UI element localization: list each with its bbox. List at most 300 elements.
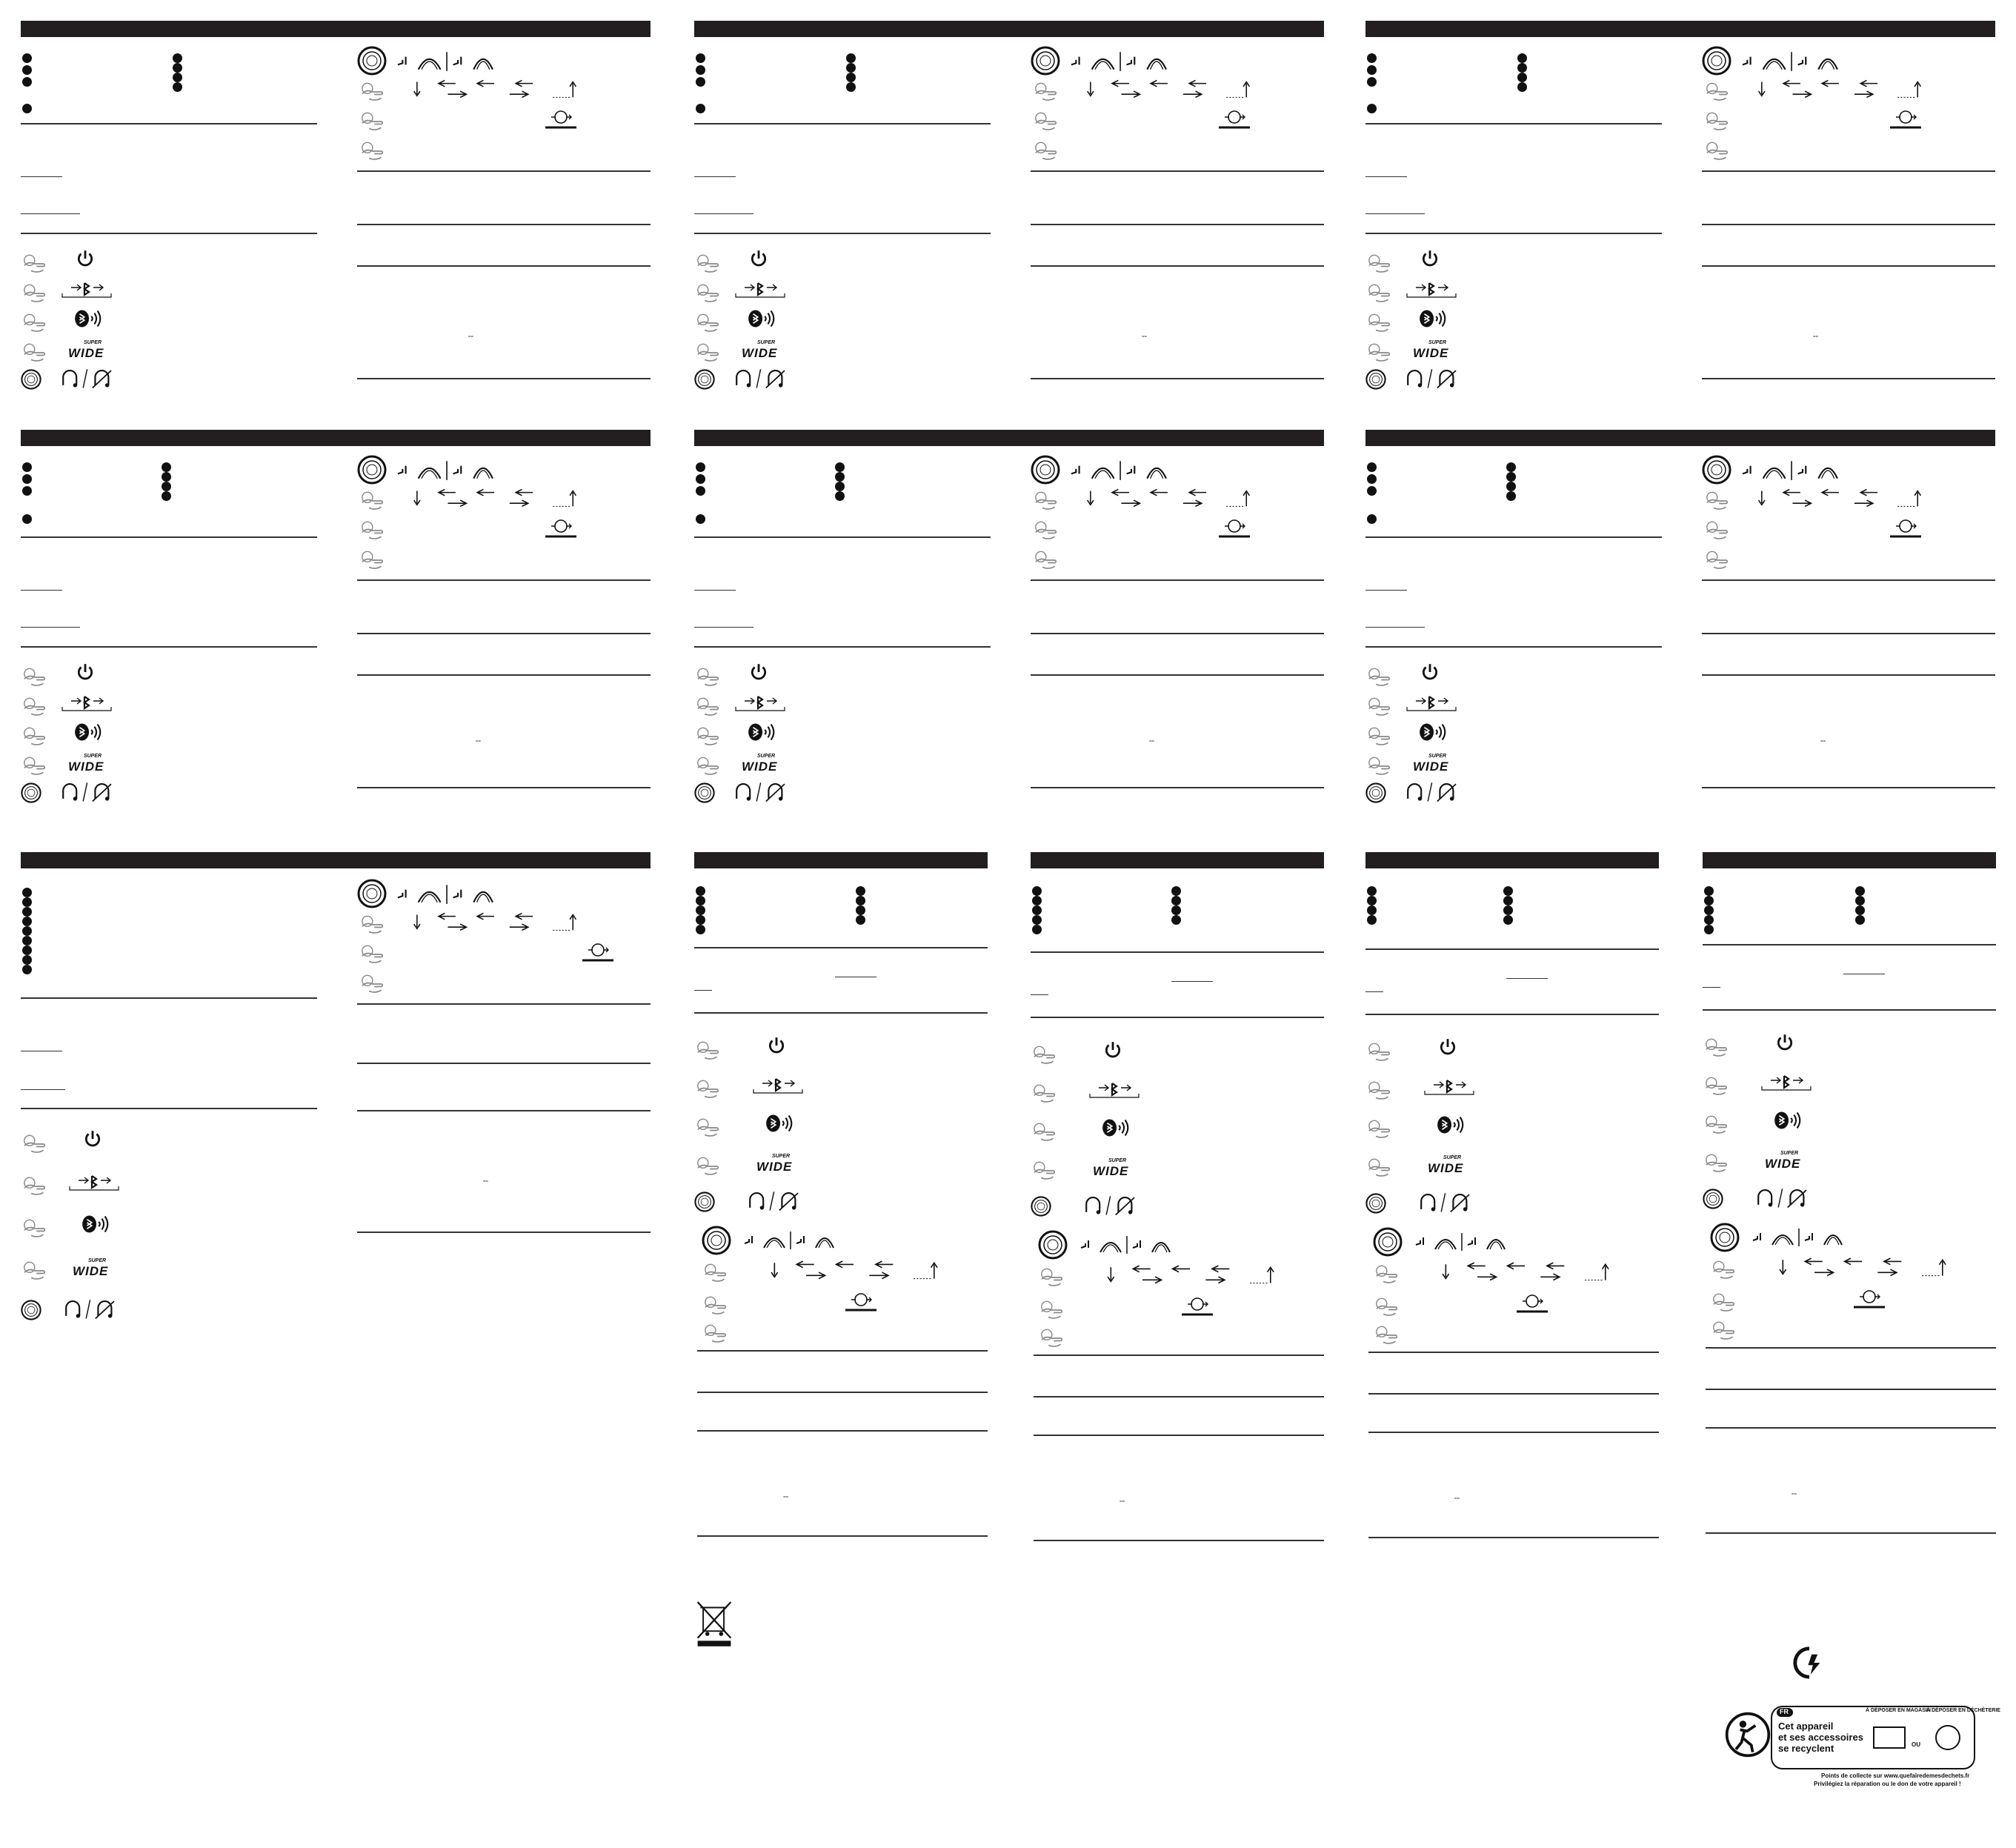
press-hand-icon [1032,550,1062,571]
divider [1702,170,1995,172]
legend-dot [173,73,182,82]
press-hand-icon [694,667,724,688]
divider [1365,948,1659,950]
anc-dial-icon [21,782,41,803]
anc-dial-icon [694,782,715,803]
legend-dot [696,514,705,524]
eq-cycle-arrows-icon [402,488,587,511]
legend-dot [1503,886,1513,896]
legend-dot [1506,491,1516,501]
noise-cancel-on-off-icon [1403,366,1469,390]
noise-cancel-on-off-icon [1403,780,1469,803]
divider [1368,1432,1659,1433]
bluetooth-pairing-icon [1088,1079,1140,1098]
divider [1034,1355,1324,1356]
legend-dot [22,907,32,917]
press-hand-icon [694,253,724,274]
eq-modes-icon [1068,49,1171,73]
hand-recycle-icon [1935,1725,1960,1750]
weee-crossed-bin-icon [693,1599,735,1648]
underline [1171,981,1213,982]
eq-cycle-arrows-icon [1746,488,1932,511]
legend-dot [1506,472,1516,482]
legend-dot [162,472,171,482]
eq-cycle-arrows-icon [402,911,587,935]
press-hand-icon [1032,491,1062,511]
underline [21,213,80,214]
legend-dot [696,462,705,472]
divider [357,579,651,581]
press-hand-icon [359,974,388,994]
legend-dot [696,474,705,484]
legend-dot [1704,925,1714,934]
legend-dot [173,53,182,63]
divider [1031,265,1324,267]
divider [1031,951,1324,953]
press-hand-icon [1365,342,1395,363]
power-icon [83,1129,102,1149]
section-header-bar [21,852,651,868]
super-label: SUPER [1780,1151,1799,1156]
super-wide-logo [1093,1156,1142,1177]
eq-reset-icon [1179,1295,1216,1317]
legend-dot [856,905,865,915]
underline [1365,627,1425,628]
section-header-bar [1031,852,1324,868]
triman-recycling-icon [1723,1710,1772,1759]
eq-reset-icon [542,108,579,130]
equals-mark: == [1120,1500,1125,1504]
legend-dot [696,896,705,905]
divider [21,997,317,999]
legend-dot [846,73,856,82]
legend-dot [1367,514,1377,524]
anc-dial-icon [1365,782,1386,803]
press-hand-icon [1032,111,1062,132]
deposit-store-label: À DÉPOSER EN MAGASIN [1866,1708,1931,1713]
legend-dot [22,77,32,87]
divider [697,1535,988,1537]
underline [21,176,62,177]
legend-dot [856,915,865,925]
bluetooth-call-icon [764,1113,795,1134]
equals-mark: == [1820,739,1826,744]
divider [1702,674,1995,676]
legend-dot [1032,905,1042,915]
divider [1706,1427,1996,1429]
press-hand-icon [359,550,388,571]
legend-dot [1171,915,1181,925]
legend-dot [1032,896,1042,905]
press-hand-icon [694,1156,724,1177]
eq-dial-icon [1373,1227,1403,1257]
equals-mark: == [476,739,482,744]
press-hand-icon [1365,283,1395,304]
eq-cycle-arrows-icon [731,1260,976,1283]
equals-mark: == [1813,335,1819,339]
press-hand-icon [1365,1119,1395,1140]
underline [694,213,753,214]
press-hand-icon [1703,491,1733,511]
divider [357,224,651,225]
press-hand-icon [21,313,50,333]
power-icon [1438,1037,1457,1057]
noise-cancel-on-off-icon [731,780,798,803]
press-hand-icon [702,1295,731,1316]
press-hand-icon [694,1117,724,1138]
noise-cancel-on-off-icon [731,366,798,390]
legend-dot [173,82,182,92]
equals-mark: == [1792,1492,1797,1497]
power-icon [749,662,768,682]
super-label: SUPER [1108,1158,1127,1163]
legend-dot [1171,905,1181,915]
legend-dot [835,462,845,472]
underline [1506,978,1548,979]
press-hand-icon [1703,1076,1732,1097]
underline [21,627,80,628]
bluetooth-call-icon [1417,722,1448,742]
legend-dot [22,926,32,936]
legend-dot [162,462,171,472]
divider [1702,787,1995,788]
underline [694,627,753,628]
press-hand-icon [1365,697,1395,717]
eq-reset-icon [1216,517,1253,539]
divider [1368,1537,1659,1538]
press-hand-icon [1703,1037,1732,1058]
press-hand-icon [21,1260,50,1281]
legend-dot [22,462,32,472]
eq-modes-icon [1750,1226,1846,1248]
press-hand-icon [694,283,724,304]
legend-dot [696,886,705,896]
press-hand-icon [1031,1122,1060,1143]
legend-dot [1855,915,1865,925]
wide-label: WIDE [1765,1157,1801,1171]
divider [694,536,991,538]
underline [1365,991,1383,992]
eq-dial-icon [1031,46,1060,76]
legend-dot [846,82,856,92]
legend-dot [1032,925,1042,934]
divider [1031,224,1324,225]
legend-dot [1517,73,1527,82]
underline [1365,176,1407,177]
press-hand-icon [1365,253,1395,274]
repair-note: Privilégiez la réparation ou le don de votre appareil ! [1814,1781,1961,1787]
power-icon [1420,249,1440,268]
eq-reset-icon [579,941,616,963]
super-wide-logo [68,338,117,359]
divider [1034,1435,1324,1436]
anc-dial-icon [1365,369,1386,390]
press-hand-icon [1365,756,1395,777]
press-hand-icon [1703,1114,1732,1135]
eq-dial-icon [1702,455,1731,485]
power-icon [76,662,95,682]
legend-dot [1367,53,1377,63]
bluetooth-pairing-icon [734,279,786,298]
press-hand-icon [21,697,50,717]
legend-dot [22,955,32,965]
legend-dot [1517,82,1527,92]
wide-label: WIDE [1428,1161,1464,1175]
bluetooth-call-icon [73,308,104,329]
divider [694,947,988,948]
divider [357,170,651,172]
underline [1365,213,1425,214]
divider [1702,265,1995,267]
divider [1031,170,1324,172]
super-label: SUPER [1428,754,1447,759]
super-wide-logo [1413,751,1462,772]
press-hand-icon [1031,1083,1060,1104]
anc-dial-icon [21,1300,41,1320]
super-label: SUPER [83,340,102,345]
divider [694,233,991,234]
bluetooth-pairing-icon [734,692,786,711]
press-hand-icon [694,342,724,363]
super-wide-logo [1765,1149,1814,1169]
divider [1702,633,1995,634]
super-label: SUPER [1428,340,1447,345]
divider [1031,378,1324,379]
divider [697,1392,988,1393]
press-hand-icon [1038,1328,1068,1349]
legend-dot [1367,104,1377,113]
divider [1702,378,1995,379]
noise-cancel-on-off-icon [1416,1190,1483,1214]
section-header-bar [694,852,988,868]
eq-modes-icon [394,458,498,482]
section-header-bar [694,430,1324,446]
eq-modes-icon [1413,1230,1509,1252]
legend-dot [1032,886,1042,896]
section-header-bar [21,21,651,37]
eq-modes-icon [742,1229,838,1251]
wide-label: WIDE [68,346,104,360]
eq-cycle-arrows-icon [1075,488,1260,511]
press-hand-icon [1365,313,1395,333]
bluetooth-pairing-icon [1760,1071,1812,1091]
press-hand-icon [359,111,388,132]
press-hand-icon [1710,1260,1740,1280]
power-icon [76,249,95,268]
divider [21,233,317,234]
super-wide-logo [742,751,791,772]
recycle-line3: se recyclent [1778,1743,1834,1754]
legend-dot [1704,886,1714,896]
legend-dot [696,905,705,915]
eq-dial-icon [1710,1223,1740,1252]
underline [694,590,736,591]
noise-cancel-on-off-icon [1081,1193,1148,1217]
bluetooth-call-icon [1100,1117,1131,1138]
anc-dial-icon [1031,1196,1051,1217]
press-hand-icon [1365,667,1395,688]
divider [357,1232,651,1233]
country-code: FR [1780,1708,1789,1715]
equals-mark: == [483,1180,489,1184]
eq-dial-icon [702,1226,731,1255]
equals-mark: == [1454,1497,1460,1501]
super-wide-logo [742,338,791,359]
legend-dot [22,888,32,897]
divider [1034,1396,1324,1397]
eq-dial-icon [1702,46,1731,76]
legend-dot [173,63,182,73]
press-hand-icon [21,756,50,777]
recycle-line1: Cet appareil [1778,1721,1834,1732]
press-hand-icon [694,756,724,777]
legend-dot [856,896,865,905]
press-hand-icon [1703,1153,1732,1174]
super-label: SUPER [87,1258,107,1263]
underline [1365,590,1407,591]
press-hand-icon [1032,141,1062,162]
legend-dot [22,514,32,524]
noise-cancel-on-off-icon [1753,1186,1820,1209]
anc-dial-icon [1365,1193,1386,1214]
legend-dot [1171,896,1181,905]
legend-dot [1367,77,1377,87]
underline [694,990,712,991]
underline [1703,987,1720,988]
eq-modes-icon [394,882,498,905]
power-icon [1103,1040,1122,1060]
wide-label: WIDE [68,760,104,774]
press-hand-icon [702,1263,731,1283]
underline [21,1089,65,1090]
equals-mark: == [1142,335,1148,339]
underline [1031,994,1048,995]
bluetooth-pairing-icon [1405,279,1457,298]
legend-dot [22,936,32,945]
wide-label: WIDE [1413,760,1449,774]
press-hand-icon [1373,1297,1403,1317]
legend-dot [696,486,705,496]
divider [1031,579,1324,581]
noise-cancel-on-off-icon [58,366,124,390]
eq-modes-icon [1068,458,1171,482]
divider [697,1430,988,1432]
legend-dot [1506,462,1516,472]
press-hand-icon [1031,1045,1060,1066]
recycle-line2: et ses accessoires [1778,1732,1863,1743]
legend-dot [1367,905,1377,915]
bluetooth-call-icon [1417,308,1448,329]
divider [1365,233,1662,234]
legend-dot [696,65,705,75]
legend-dot [835,472,845,482]
divider [357,1003,651,1005]
divider [1368,1393,1659,1395]
bluetooth-call-icon [1772,1110,1803,1131]
wide-label: WIDE [756,1160,793,1174]
super-label: SUPER [756,754,776,759]
legend-dot [22,486,32,496]
press-hand-icon [359,944,388,965]
super-wide-logo [1413,338,1462,359]
divider [1031,674,1324,676]
eq-reset-icon [542,517,579,539]
divider [21,123,317,124]
divider [1703,944,1996,945]
divider [357,1063,651,1064]
legend-dot [696,915,705,925]
press-hand-icon [1032,520,1062,541]
anc-dial-icon [21,369,41,390]
underline [21,590,62,591]
eq-reset-icon [1887,517,1924,539]
eq-dial-icon [357,455,387,485]
press-hand-icon [359,914,388,935]
divider [1702,579,1995,581]
underline [694,176,736,177]
press-hand-icon [21,1176,50,1197]
divider [1368,1352,1659,1353]
super-label: SUPER [756,340,776,345]
store-icon [1873,1726,1906,1749]
press-hand-icon [694,697,724,717]
press-hand-icon [702,1323,731,1344]
legend-dot [1506,482,1516,491]
eq-cycle-arrows-icon [1068,1264,1312,1288]
divider [1706,1347,1996,1349]
legend-dot [1032,915,1042,925]
legend-dot [22,104,32,113]
legend-dot [1503,905,1513,915]
super-wide-logo [756,1151,805,1172]
eq-dial-icon [1038,1230,1068,1260]
press-hand-icon [21,342,50,363]
noise-cancel-on-off-icon [58,780,124,803]
legend-dot [1704,896,1714,905]
bluetooth-pairing-icon [61,692,113,711]
divider [21,536,317,538]
legend-dot [1855,886,1865,896]
press-hand-icon [1365,1042,1395,1063]
press-hand-icon [1365,1080,1395,1101]
eq-dial-icon [357,879,387,908]
super-label: SUPER [771,1154,791,1159]
press-hand-icon [694,726,724,747]
press-hand-icon [21,667,50,688]
deposit-dump-label: À DÉPOSER EN DÉCHÈTERIE [1926,1708,2000,1713]
press-hand-icon [1038,1300,1068,1320]
bluetooth-pairing-icon [1405,692,1457,711]
bluetooth-call-icon [80,1214,111,1234]
super-wide-logo [68,751,117,772]
eq-dial-icon [1031,455,1060,485]
divider [1365,536,1662,538]
bluetooth-call-icon [746,722,777,742]
legend-dot [22,945,32,955]
legend-dot [22,53,32,63]
press-hand-icon [21,253,50,274]
anc-dial-icon [694,369,715,390]
super-label: SUPER [83,754,102,759]
bluetooth-pairing-icon [1423,1076,1475,1095]
divider [357,674,651,676]
divider [697,1350,988,1352]
wide-label: WIDE [1413,346,1449,360]
divider [694,1012,988,1014]
legend-dot [835,482,845,491]
legend-dot [696,77,705,87]
eq-modes-icon [394,49,498,73]
